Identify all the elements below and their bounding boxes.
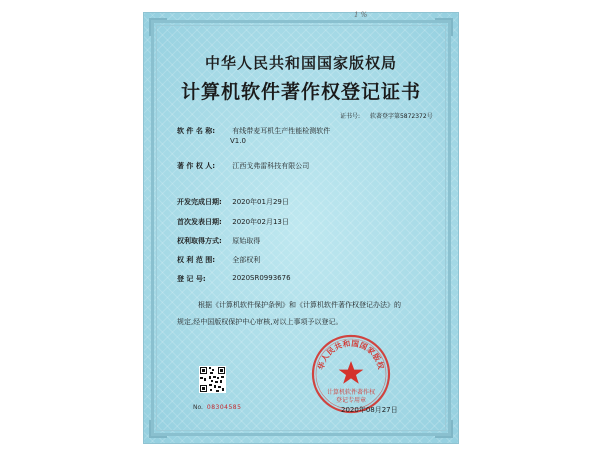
corner-ornament — [435, 420, 453, 438]
field-rights-scope — [177, 255, 260, 265]
field-registration-no — [177, 274, 291, 284]
field-label: 权利取得方式: — [177, 237, 222, 245]
statement-line-1: 根据《计算机软件保护条例》和《计算机软件著作权登记办法》的 — [198, 301, 401, 309]
field-value: 2020年02月13日 — [232, 218, 289, 226]
field-label: 首次发表日期: — [177, 218, 222, 226]
handwritten-mark: 1 % — [354, 11, 368, 19]
serial-number — [193, 404, 241, 411]
field-completion-date — [177, 197, 289, 207]
field-software-name — [177, 126, 330, 136]
serial-label: No. — [193, 404, 203, 411]
certificate-number-value: 软著登字第5872372号 — [369, 113, 433, 120]
issuer-name: 中华人民共和国国家版权局 — [204, 54, 397, 72]
serial-value: 08304585 — [206, 404, 242, 411]
certificate-number — [340, 111, 433, 120]
field-label: 著 作 权 人: — [177, 162, 216, 170]
certificate-number-label: 证书号: — [340, 113, 361, 120]
official-seal — [310, 333, 392, 415]
field-value: 江西戈弗雷科技有限公司 — [232, 162, 310, 170]
seal-line-1: 计算机软件著作权 — [326, 389, 375, 396]
field-value: 2020年01月29日 — [232, 198, 289, 206]
field-label: 权 利 范 围: — [177, 256, 216, 264]
certificate — [143, 12, 459, 444]
issue-date: 2020年08月27日 — [341, 406, 398, 414]
field-value: 全部权利 — [232, 256, 261, 264]
field-copyright-holder — [177, 161, 309, 171]
corner-ornament — [149, 420, 167, 438]
svg-text:中华人民共和国国家版权局: 华人民共和国国家版权 — [316, 338, 386, 371]
field-first-publication-date — [177, 217, 289, 227]
statement-line-2: 规定,经中国版权保护中心审核,对以上事项予以登记。 — [177, 318, 343, 326]
seal-line-2: 登记专用章 — [335, 397, 366, 404]
field-acquisition-method — [177, 236, 260, 246]
software-version: V1.0 — [230, 137, 246, 145]
field-label: 开发完成日期: — [177, 198, 222, 206]
field-value: 2020SR0993676 — [232, 274, 291, 282]
certificate-title: 计算机软件著作权登记证书 — [180, 81, 421, 103]
field-value: 有线带麦耳机生产性能检测软件 — [232, 127, 331, 135]
field-value: 原始取得 — [232, 237, 261, 245]
field-label: 软 件 名 称: — [177, 127, 216, 135]
corner-ornament — [149, 18, 167, 36]
field-label: 登 记 号: — [177, 275, 206, 283]
corner-ornament — [435, 18, 453, 36]
qr-code — [199, 366, 226, 393]
